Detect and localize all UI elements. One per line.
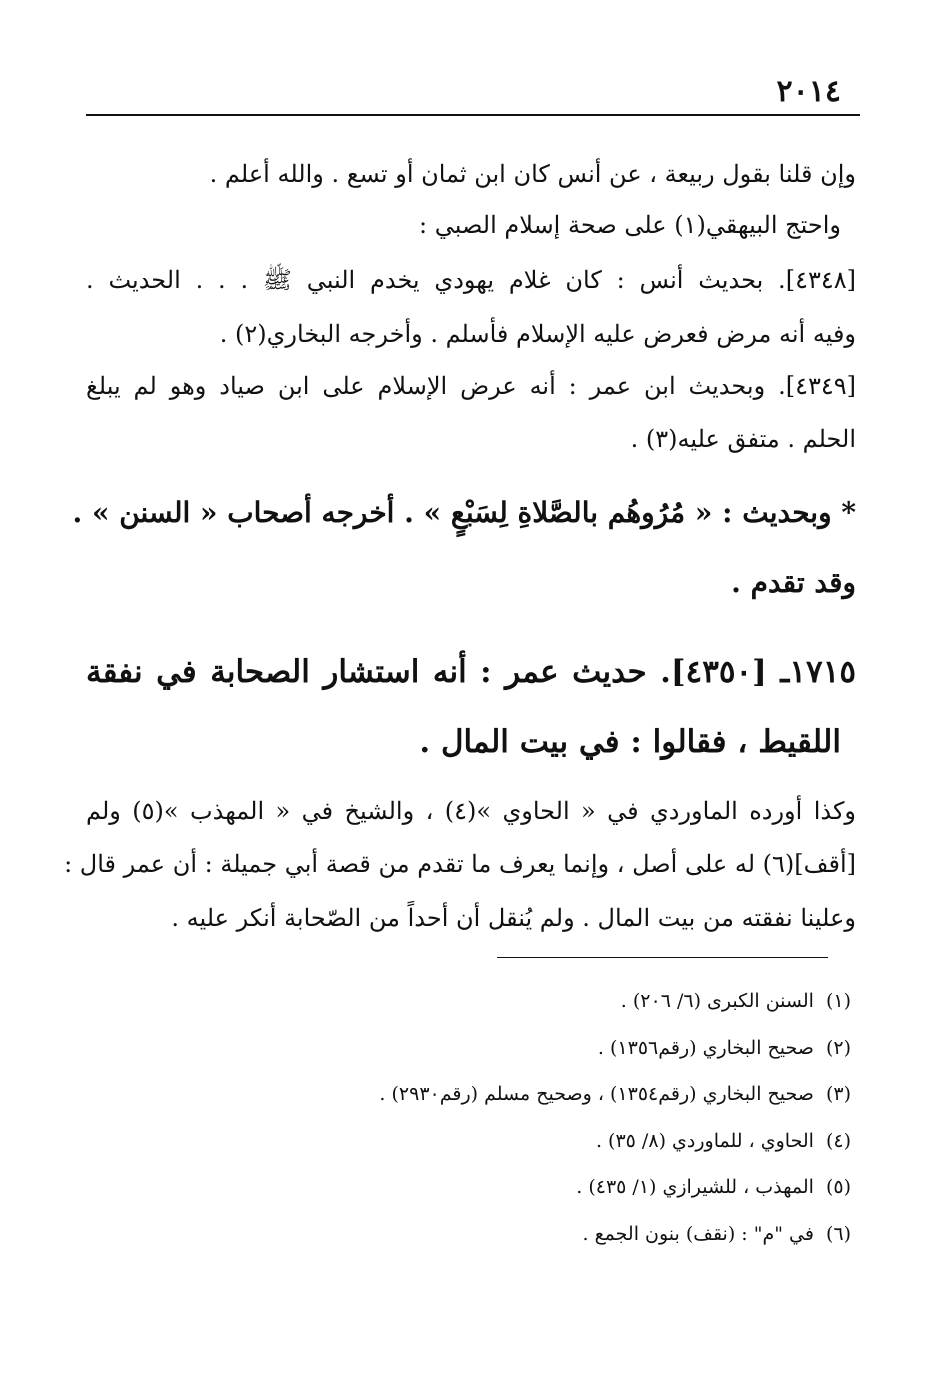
footnote-separator [497, 957, 828, 958]
footnote-text: الحاوي ، للماوردي (٨/ ٣٥) . [595, 1130, 814, 1152]
footnote-6 [151, 1219, 851, 1249]
bold-note-line2: وقد تقدم . [731, 566, 856, 599]
commentary-line2: [أقف](٦) له على أصل ، وإنما يعرف ما تقدم من قصة أبي جميلة : أن عمر قال : [64, 850, 856, 878]
commentary-line1: وكذا أورده الماوردي في « الحاوي »(٤) ، والشيخ في « المهذب »(٥) ولم [86, 797, 856, 825]
footnote-4 [151, 1126, 851, 1156]
footnote-number: (١) [825, 990, 851, 1012]
page-number: ٢٠١٤ [776, 74, 841, 109]
footnote-5 [151, 1172, 851, 1202]
footnote-text: السنن الكبرى (٦/ ٢٠٦) . [620, 990, 814, 1012]
hadith-4348-line2: وفيه أنه مرض فعرض عليه الإسلام فأسلم . وأخرجه البخاري(٢) . [219, 320, 856, 348]
commentary-line3: وعلينا نفقته من بيت المال . ولم يُنقل أن أحداً من الصّحابة أنكر عليه . [171, 904, 856, 932]
footnote-text: صحيح البخاري (رقم١٣٥٦) . [597, 1037, 814, 1059]
footnote-3 [151, 1079, 851, 1109]
hadith-4349-line2: الحلم . متفق عليه(٣) . [630, 425, 856, 453]
footnote-1 [151, 986, 851, 1016]
footnote-number: (٤) [825, 1130, 851, 1152]
hadith-4348-line1: [٤٣٤٨]. بحديث أنس : كان غلام يهودي يخدم النبي ﷺ . . . الحديث . [86, 266, 856, 294]
hadith-4349-line1: [٤٣٤٩]. وبحديث ابن عمر : أنه عرض الإسلام على ابن صياد وهو لم يبلغ [86, 372, 856, 400]
footnote-number: (٦) [825, 1223, 851, 1245]
heading-1715-line2: اللقيط ، فقالوا : في بيت المال . [419, 724, 841, 760]
footnote-text: في "م" : (نقف) بنون الجمع . [582, 1223, 814, 1245]
footnote-2 [151, 1033, 851, 1063]
footnote-text: صحيح البخاري (رقم١٣٥٤) ، وصحيح مسلم (رقم٢٩٣٠) . [379, 1083, 814, 1105]
para1-line2: واحتج البيهقي(١) على صحة إسلام الصبي : [419, 211, 841, 239]
footnote-number: (٥) [825, 1176, 851, 1198]
header-rule [86, 114, 860, 116]
bold-note-line1: * وبحديث : « مُرُوهُم بالصَّلاةِ لِسَبْعٍ » . أخرجه أصحاب « السنن » . [72, 496, 856, 529]
heading-1715-line1: ١٧١٥ـ [٤٣٥٠]. حديث عمر : أنه استشار الصحابة في نفقة [86, 654, 856, 690]
para1-line1: وإن قلنا بقول ربيعة ، عن أنس كان ابن ثمان أو تسع . والله أعلم . [209, 160, 856, 188]
footnote-number: (٢) [825, 1037, 851, 1059]
footnote-number: (٣) [825, 1083, 851, 1105]
footnote-text: المهذب ، للشيرازي (١/ ٤٣٥) . [576, 1176, 814, 1198]
